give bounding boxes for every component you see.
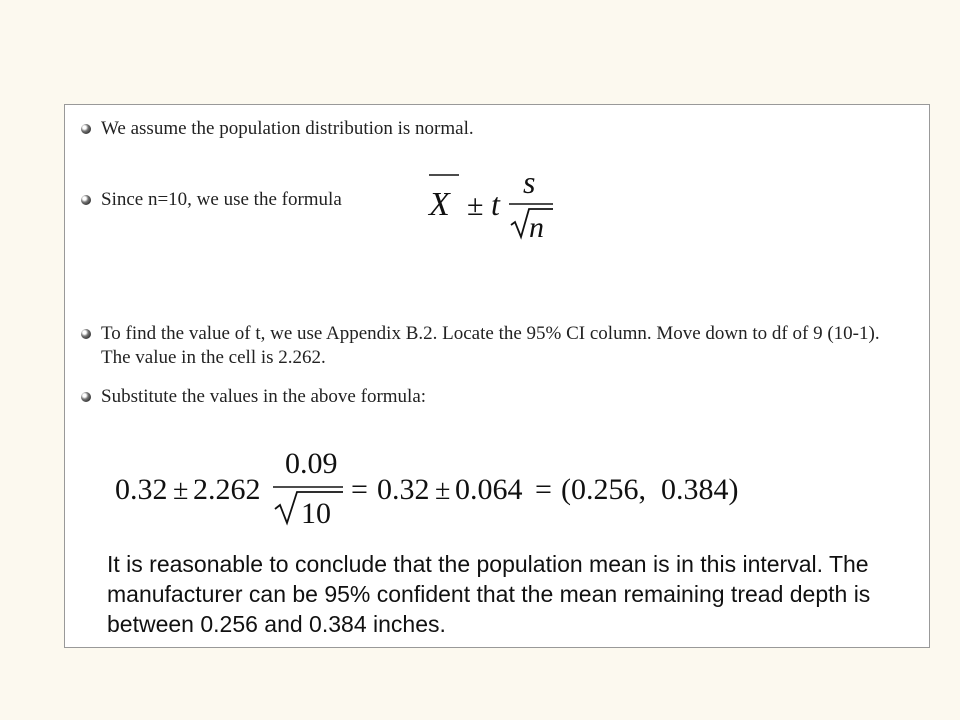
margin-of-error-value: 0.064: [455, 473, 523, 506]
bullet-text: We assume the population distribution is normal.: [101, 118, 474, 139]
n-symbol: n: [529, 211, 544, 243]
plus-minus-symbol: ±: [467, 189, 484, 222]
slide-content-box: [64, 104, 930, 648]
t-symbol: t: [491, 186, 500, 222]
equals-sign: =: [351, 473, 368, 506]
bullet-substitute: [81, 385, 881, 409]
plus-minus-symbol: ±: [173, 475, 189, 506]
t-value: 2.262: [193, 473, 261, 506]
bullet-text: To find the value of t, we use Appendix B.2. Locate the 95% CI column. Move down to df of 9 (10-1). The value in the cell is 2.262.: [101, 323, 880, 368]
confidence-interval-formula: [425, 163, 555, 243]
mean-value: 0.32: [377, 473, 430, 506]
bullet-marker: [81, 329, 91, 339]
s-symbol: s: [523, 164, 536, 200]
substituted-formula: [115, 443, 775, 527]
bullet-text: Since n=10, we use the formula: [101, 189, 342, 210]
sample-mean-value: 0.32: [115, 473, 168, 506]
numerator-value: 0.09: [285, 447, 338, 480]
bullet-assumption: [81, 117, 881, 141]
bullet-marker: [81, 124, 91, 134]
bullet-text: Substitute the values in the above formula:: [101, 386, 427, 407]
denominator-value: 10: [301, 497, 331, 527]
equals-sign: =: [535, 473, 552, 506]
bullet-find-t: [81, 322, 881, 370]
plus-minus-symbol: ±: [435, 475, 451, 506]
conclusion-text: It is reasonable to conclude that the population mean is in this interval. The manufacturer can be 95% confident that the mean remaining tread depth is between 0.256 and 0.384 inches.: [107, 551, 871, 637]
x-bar-symbol: X: [429, 186, 450, 223]
bullet-marker: [81, 392, 91, 402]
bullet-marker: [81, 195, 91, 205]
confidence-interval-result: (0.256, 0.384): [561, 473, 739, 506]
